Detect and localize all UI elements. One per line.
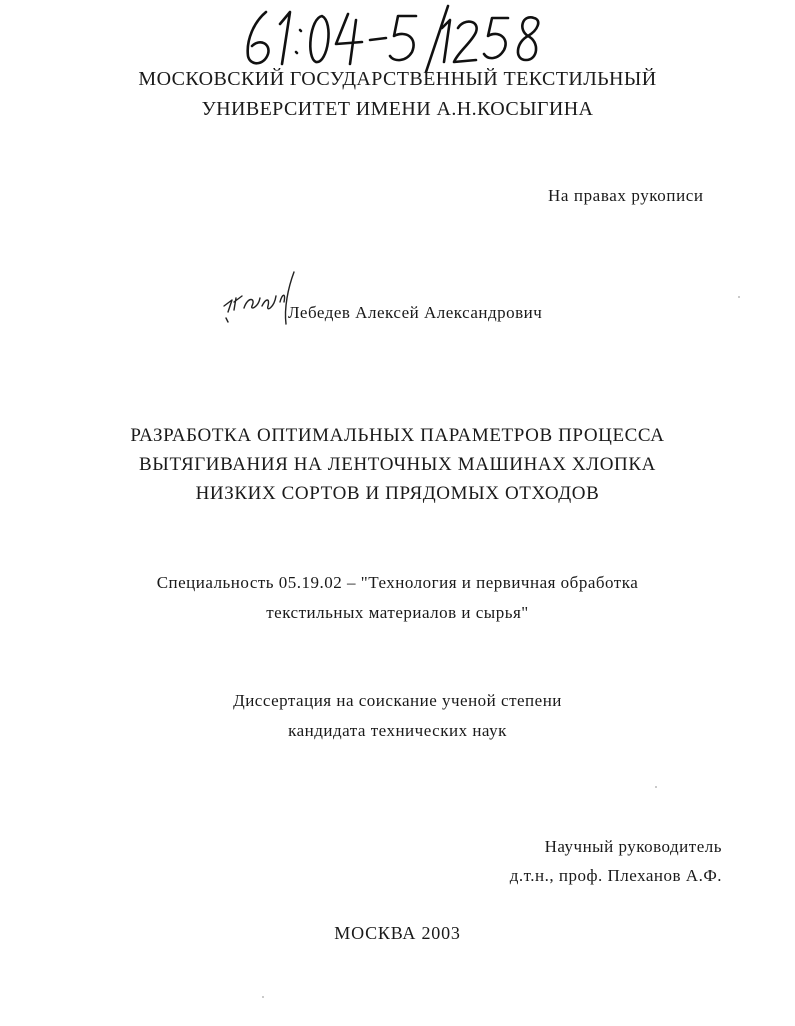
specialty-line-2: текстильных материалов и сырья" xyxy=(266,603,529,622)
title-line-1: РАЗРАБОТКА ОПТИМАЛЬНЫХ ПАРАМЕТРОВ ПРОЦЕССА xyxy=(130,425,665,446)
title-line-2: ВЫТЯГИВАНИЯ НА ЛЕНТОЧНЫХ МАШИНАХ ХЛОПКА xyxy=(139,454,656,475)
dissertation-title xyxy=(0,421,795,508)
specialty-line-1: Специальность 05.19.02 – "Технология и первичная обработка xyxy=(156,573,639,592)
supervisor-name: д.т.н., проф. Плеханов А.Ф. xyxy=(509,866,722,885)
university-line-2: УНИВЕРСИТЕТ ИМЕНИ А.Н.КОСЫГИНА xyxy=(201,98,594,120)
title-line-3: НИЗКИХ СОРТОВ И ПРЯДОМЫХ ОТХОДОВ xyxy=(195,483,600,504)
manuscript-note: На правах рукописи xyxy=(548,186,704,205)
university-name xyxy=(0,64,795,124)
scan-speck xyxy=(738,296,740,298)
degree-line-1: Диссертация на соискание ученой степени xyxy=(233,691,562,710)
degree-statement xyxy=(0,686,795,746)
scientific-supervisor xyxy=(510,832,722,890)
city-year: МОСКВА 2003 xyxy=(334,923,461,943)
author-name: Лебедев Алексей Александрович xyxy=(288,303,543,322)
scan-speck xyxy=(655,786,657,788)
scan-speck xyxy=(262,996,264,998)
degree-line-2: кандидата технических наук xyxy=(288,721,507,740)
supervisor-label: Научный руководитель xyxy=(544,837,722,856)
specialty xyxy=(0,568,795,628)
university-line-1: МОСКОВСКИЙ ГОСУДАРСТВЕННЫЙ ТЕКСТИЛЬНЫЙ xyxy=(138,68,657,90)
